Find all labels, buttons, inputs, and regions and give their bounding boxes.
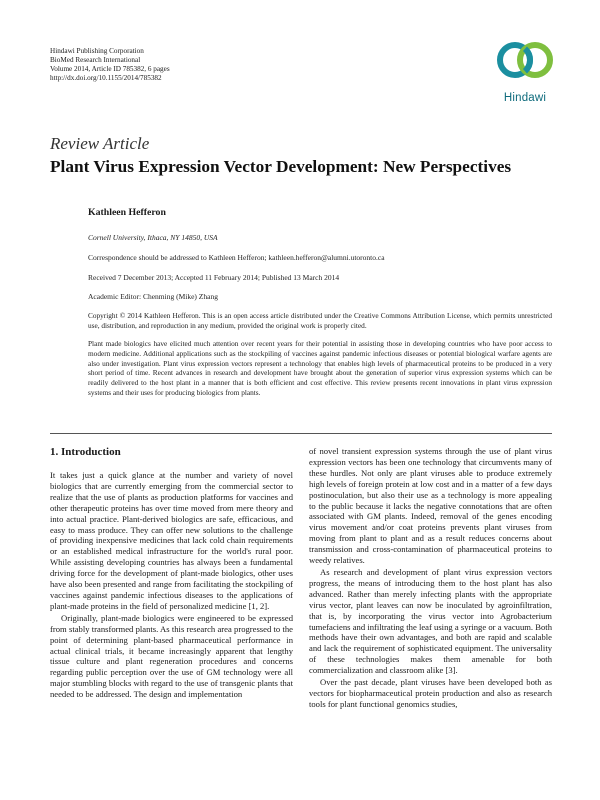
copyright-notice: Copyright © 2014 Kathleen Hefferon. This is an open access article distributed under the Creative Commons Attribution License, which permits unrestricted use, distribution, and reproduction in any medium, provided the original work is properly cited. xyxy=(88,311,552,330)
article-type: Review Article xyxy=(50,134,150,153)
left-column xyxy=(50,445,293,701)
paragraph: Over the past decade, plant viruses have been developed both as vectors for biopharmaceutical protein production and also as research tools for plant functional genomics studies, xyxy=(309,677,552,709)
paragraph: It takes just a quick glance at the number and variety of novel biologics that are currently emerging from the commercial sector to realize that the use of plants as production platforms for vaccines and other therapeutic proteins has over time moved from mere theory and into actual practice. Plant-derived biologics are safe, efficacious, and easy to mass produce. They can offer new solutions to the challenge of providing inexpensive medicines that lack cold chain requirements or an established medical infrastructure for the world's rural poor. While assisting developing countries has always been a fundamental driving force for the development of plant-made biologics, other uses have also been presented and range from facilitating the stockpiling of vaccines against pandemic infectious diseases to the applications of plant-made proteins in the field of personalized medicine [1, 2]. xyxy=(50,470,293,611)
author-affiliation: Cornell University, Ithaca, NY 14850, USA xyxy=(88,233,218,242)
correspondence: Correspondence should be addressed to Kathleen Hefferon; kathleen.hefferon@alumni.utoronto.ca xyxy=(88,253,385,262)
publication-dates: Received 7 December 2013; Accepted 11 February 2014; Published 13 March 2014 xyxy=(88,273,340,282)
abstract: Plant made biologics have elicited much attention over recent years for their potential in assisting those in developing countries who have poor access to modern medicine. Additional applications such as the stockpiling of vaccines against pandemic infectious diseases or potential biological warfare agents are also under investigation. Plant virus expression vectors represent a technology that enables high levels of pharmaceutical proteins to be produced in a very short period of time. Recent advances in research and development have brought about the generation of superior virus expression systems which can be readily delivered to the host plant in a manner that is both efficient and cost effective. This review presents recent innovations in plant virus expression systems and their uses for producing biologics from plants. xyxy=(88,339,552,397)
hindawi-logo xyxy=(493,38,557,110)
hindawi-wordmark: Hindawi xyxy=(503,92,547,104)
journal-name: BioMed Research International xyxy=(50,56,141,64)
doi-link[interactable]: http://dx.doi.org/10.1155/2014/785382 xyxy=(50,74,162,82)
volume-info: Volume 2014, Article ID 785382, 6 pages xyxy=(50,65,170,73)
right-column xyxy=(309,446,552,711)
paragraph: of novel transient expression systems through the use of plant virus expression vectors has been one technology that circumvents many of these hurdles. Not only are plant viruses able to produce extremely high levels of foreign protein at low cost and in a matter of a few days postinoculation, but also their use as a technology is more appealing to the public because it lacks the negative connotations that are often associated with GM plants. Indeed, removal of the genes encoding virus movement and/or coat proteins prevents plant viruses from moving from plant to plant and as a result reduces concerns about transmission and cross-contamination of pharmaceutical proteins to weedy relatives. xyxy=(309,446,552,566)
academic-editor: Academic Editor: Chenming (Mike) Zhang xyxy=(88,292,218,301)
author-name: Kathleen Hefferon xyxy=(88,207,166,218)
paragraph: As research and development of plant virus expression vectors progress, the means of introducing them to the host plant has also advanced. Rather than merely infecting plants with the appropriate virus vector, plant leaves can now be inoculated by agroinfiltration, that is, by incorporating the virus vector into Agrobacterium tumefaciens and infiltrating the leaf using a syringe or a vacuum. Both methods have their own advantages, and both are rapid and scalable and lack the requirement of sophisticated equipment. The universality of these technologies makes them amenable for both commercialization and classroom alike [3]. xyxy=(309,566,552,676)
article-title: Plant Virus Expression Vector Development: New Perspectives xyxy=(50,157,512,176)
section-divider xyxy=(50,433,552,434)
section-heading: 1. Introduction xyxy=(50,446,121,458)
publisher-name: Hindawi Publishing Corporation xyxy=(50,47,144,55)
paragraph: Originally, plant-made biologics were engineered to be expressed from stably transformed plants. As this research area progressed to the point of determining plant-based pharmaceutical performance in actual clinical trials, it became increasingly apparent that lengthy tissue culture and plant regeneration procedures and concerns regarding public perception over the use of GM technology were all major stumbling blocks with regard to the use of transgenic plants that needed to be addressed. The design and implementation xyxy=(50,612,293,700)
journal-header xyxy=(50,47,170,83)
hindawi-rings-icon xyxy=(493,38,557,90)
